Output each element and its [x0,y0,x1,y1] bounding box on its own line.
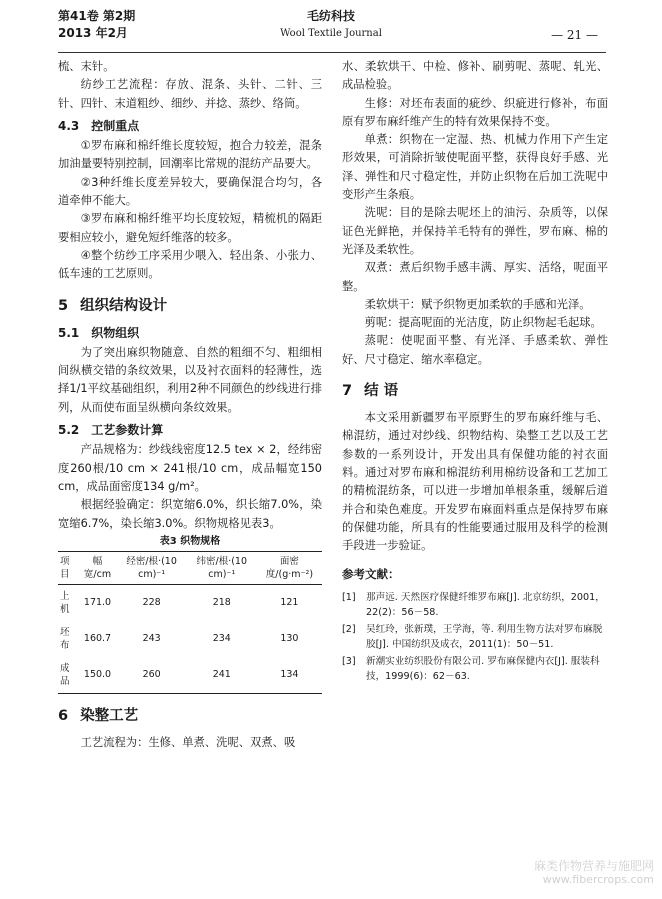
references-title: 参考文献： [342,567,400,582]
paragraph: ①罗布麻和棉纤维长度较短，抱合力较差，混条加油量要特别控制，回潮率比常规的混纺产品要大。 [58,139,322,171]
paragraph: 蒸呢：使呢面平整、有光泽、手感柔软、弹性好、尺寸稳定、缩水率稳定。 [342,334,608,366]
section-number: 5.2 [58,423,80,438]
paragraph: 产品规格为：纱线线密度12.5 tex × 2，经纬密度260根/10 cm × 241根/10 cm，成品幅宽150 cm，成品面密度134 g/m²。 [58,443,322,493]
paragraph: 柔软烘干：赋予织物更加柔软的手感和光泽。 [364,297,591,311]
table-header-cell: 经密/根·(10 cm)⁻¹ [117,551,187,584]
paragraph: 单煮：织物在一定湿、热、机械力作用下产生定形效果，可消除折皱使呢面平整，获得良好手感、光泽、弹性和尺寸稳定性，并防止织物在后加工洗呢中变形产生条痕。 [342,133,608,202]
watermark-cn: 麻类作物营养与施肥网 [533,859,654,873]
journal-title-en: Wool Textile Journal [280,28,382,39]
paragraph: 生修：对坯布表面的疵纱、织疵进行修补，布面原有罗布麻纤维产生的特有效果保持不变。 [342,96,608,128]
table-cell: 150.0 [78,657,116,694]
table-cell: 上机 [60,590,70,615]
table-header-cell: 幅宽/cm [78,551,116,584]
table-cell: 160.7 [83,633,112,645]
paragraph: 本文采用新疆罗布平原野生的罗布麻纤维与毛、棉混纺，通过对纱线、织物结构、染整工艺以及工艺参数的一系列设计，开发出具有保健功能的衬衣面料。通过对罗布麻和棉混纺利用棉纺设备和工艺加工的精梳混纺条，可以进一步增加单根条重，缓解后道并合和染色难度。开发罗布麻面料重点是保持罗布麻的保健功能，所具有的性能要通过服用及科学的检测手段进一步验证。 [342,411,608,553]
section-number: 6 [58,707,69,724]
table-cell: 成品 [58,657,78,694]
left-column [58,58,322,752]
table-row [58,584,322,621]
reference-text: 吴红玲，张新璞，王学海，等. 利用生物方法对罗布麻脱胶[J]. 中国纺织及成衣，2011(1)：50－51. [366,623,603,650]
table-row [58,657,322,694]
right-column [342,58,608,686]
paragraph: 洗呢：目的是除去呢坯上的油污、杂质等，以保证色光鲜艳，并保持羊毛特有的弹性，罗布麻、棉的光泽及柔软性。 [342,206,608,256]
fabric-spec-table [58,551,322,694]
reference-item [342,654,608,684]
paragraph: 为了突出麻织物随意、自然的粗细不匀、粗细相间纵横交错的条纹效果，以及衬衣面料的轻薄性，选择1/1平纹基础组织，利用2种不同颜色的纱线进行排列，从而使布面呈纵横向条纹效果。 [58,345,322,414]
section-number: 5.1 [58,325,80,340]
reference-tag: [1] [342,591,356,603]
reference-item [342,590,608,620]
table-cell: 260 [117,657,187,694]
watermark-site: www.fibercrops.com [542,873,654,886]
table-cell: 228 [142,597,161,609]
issue-date: 2013 年2月 [58,26,128,40]
section-number: 4.3 [58,118,80,133]
section-heading-5-2 [58,421,322,439]
section-heading-6 [58,706,322,726]
paragraph: 纺纱工艺流程：存放、混条、头针、二针、三针、四针、末道粗纱、细纱、并捻、蒸纱、络筒。 [58,78,322,110]
section-number: 7 [342,383,353,400]
paragraph: 工艺流程为：生修、单煮、洗呢、双煮、吸 [80,735,296,749]
reference-text: 新潮实业纺织股份有限公司. 罗布麻保健内衣[J]. 服装科技，1999(6)：62－63. [366,655,600,682]
header-rule [58,52,606,53]
section-heading-7 [342,381,608,401]
table-cell: 171.0 [83,597,112,609]
table-caption: 表3 织物规格 [159,535,221,547]
section-heading-5 [58,296,322,316]
section-title: 组织结构设计 [80,297,168,314]
table-header-cell: 项目 [58,551,78,584]
section-title: 控制重点 [91,118,140,133]
paragraph: ③罗布麻和棉纤维平均长度较短，精梳机的隔距要相应较小，避免短纤维落的较多。 [58,212,322,244]
paragraph: 梳、末针。 [58,60,115,73]
section-title: 工艺参数计算 [91,423,164,438]
table-header-row [58,551,322,584]
page-number: — 21 — [551,28,598,42]
section-heading-5-1 [58,324,322,342]
table-cell: 241 [187,657,257,694]
section-title: 织物组织 [91,325,140,340]
table-header-cell: 纬密/根·(10 cm)⁻¹ [187,551,257,584]
table-cell: 234 [212,633,231,645]
section-heading-4-3 [58,117,322,135]
reference-text: 那声远. 天然医疗保健纤维罗布麻[J]. 北京纺织，2001，22(2)：56－58. [366,591,605,618]
volume-issue: 第41卷 第2期 [58,9,136,23]
journal-title-cn: 毛纺科技 [306,9,355,23]
section-title: 染整工艺 [80,707,139,724]
reference-item [342,622,608,652]
reference-tag: [2] [342,623,356,635]
table-cell: 121 [280,597,299,609]
table-cell: 134 [257,657,322,694]
page-header [0,0,662,54]
paragraph: 根据经验确定：织宽缩6.0%，织长缩7.0%，染宽缩6.7%，染长缩3.0%。织物规格见表3。 [58,498,322,530]
paragraph: 剪呢：提高呢面的光洁度，防止织物起毛起球。 [364,316,602,330]
paragraph: ②3种纤维长度差异较大，要确保混合均匀，各道牵伸不能大。 [58,175,322,208]
paragraph: 水、柔软烘干、中检、修补、刷剪呢、蒸呢、轧光、成品检验。 [342,60,608,92]
section-title: 结 语 [364,383,399,400]
table-row [58,621,322,657]
table-cell: 130 [280,633,299,645]
watermark [534,859,654,887]
paragraph: ④整个纺纱工序采用少喂入、轻出条、小张力、低车速的工艺原则。 [58,248,322,281]
table-cell: 243 [142,633,161,645]
table-header-cell: 面密度/(g·m⁻²) [257,551,322,584]
table-cell: 218 [212,597,231,609]
reference-tag: [3] [342,655,356,667]
table-cell: 坯布 [60,626,70,651]
paragraph: 双煮：煮后织物手感丰满、厚实、活络，呢面平整。 [342,261,608,293]
section-number: 5 [58,297,69,314]
